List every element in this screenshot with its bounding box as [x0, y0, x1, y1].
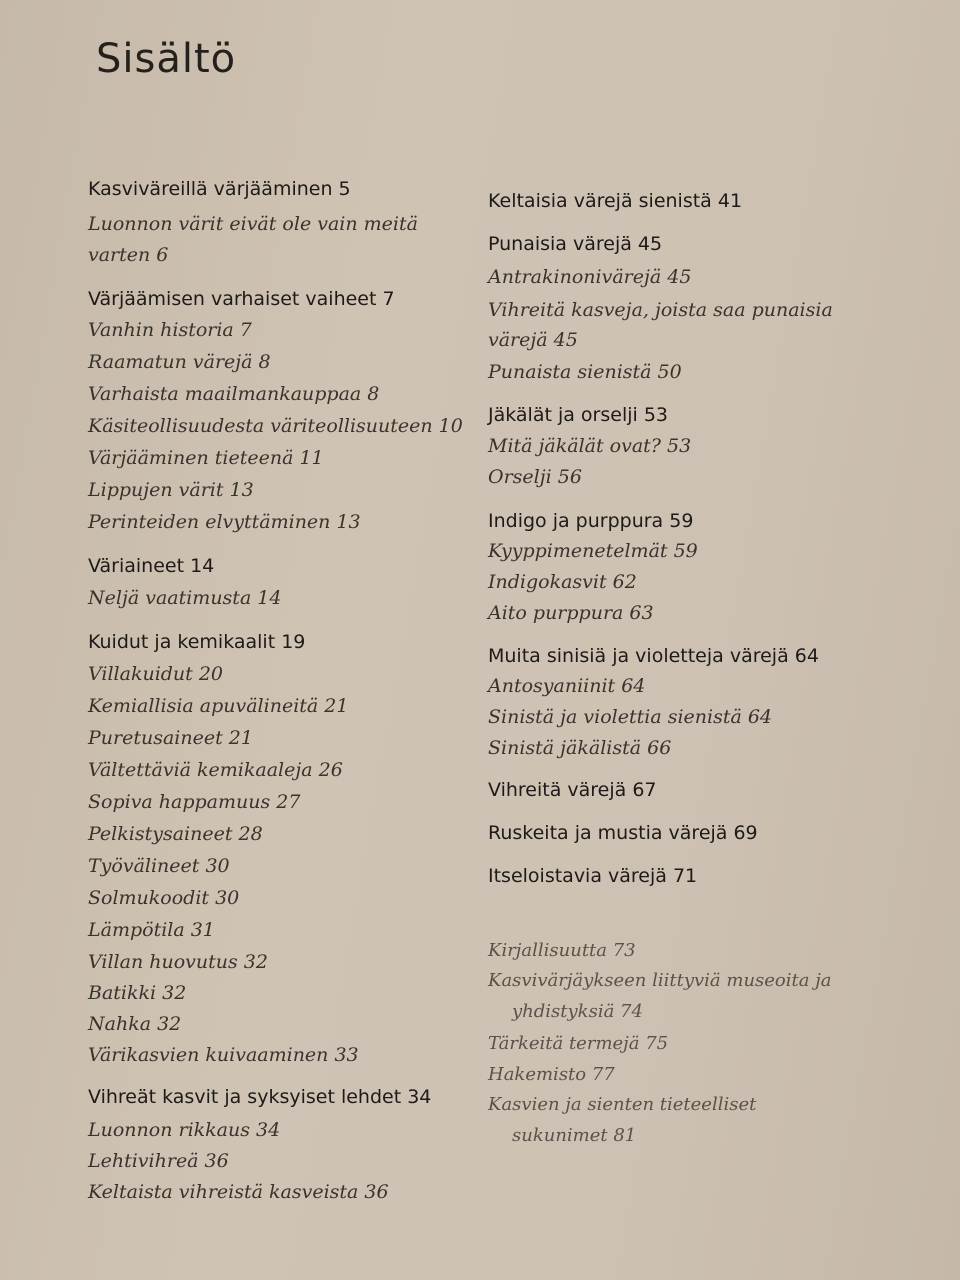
toc-section: Antrakinonivärejä 45 — [488, 266, 692, 288]
toc-section: Antosyaniinit 64 — [488, 675, 646, 697]
toc-section: Vanhin historia 7 — [88, 319, 252, 341]
toc-chapter: Värjäämisen varhaiset vaiheet 7 — [88, 288, 395, 310]
toc-section: Batikki 32 — [88, 982, 187, 1004]
toc-section: Vihreitä kasveja, joista saa punaisia — [488, 299, 833, 321]
toc-backmatter: Tärkeitä termejä 75 — [488, 1033, 669, 1054]
toc-section-continued: varten 6 — [88, 244, 169, 266]
toc-section: Mitä jäkälät ovat? 53 — [488, 435, 692, 457]
toc-chapter: Vihreät kasvit ja syksyiset lehdet 34 — [88, 1086, 432, 1108]
toc-section: Lämpötila 31 — [88, 919, 215, 941]
toc-section: Puretusaineet 21 — [88, 727, 253, 749]
toc-section: Vältettäviä kemikaaleja 26 — [88, 759, 343, 781]
toc-section: Villakuidut 20 — [88, 663, 224, 685]
toc-chapter: Ruskeita ja mustia värejä 69 — [488, 822, 758, 844]
toc-section: Pelkistysaineet 28 — [88, 823, 263, 845]
toc-section: Luonnon rikkaus 34 — [88, 1119, 281, 1141]
toc-section: Nahka 32 — [88, 1013, 182, 1035]
toc-backmatter-continued: sukunimet 81 — [512, 1125, 637, 1146]
toc-chapter: Keltaisia värejä sienistä 41 — [488, 190, 743, 212]
toc-chapter: Kuidut ja kemikaalit 19 — [88, 631, 306, 653]
toc-section: Sinistä ja violettia sienistä 64 — [488, 706, 773, 728]
toc-section: Raamatun värejä 8 — [88, 351, 271, 373]
toc-section: Työvälineet 30 — [88, 855, 230, 877]
toc-backmatter: Kirjallisuutta 73 — [488, 940, 636, 961]
toc-section: Varhaista maailmankauppaa 8 — [88, 383, 380, 405]
toc-section: Kemiallisia apuvälineitä 21 — [88, 695, 349, 717]
toc-section: Keltaista vihreistä kasveista 36 — [88, 1181, 389, 1203]
toc-section: Punaista sienistä 50 — [488, 361, 682, 383]
toc-backmatter-continued: yhdistyksiä 74 — [512, 1001, 643, 1022]
toc-chapter: Kasviväreillä värjääminen 5 — [88, 178, 351, 200]
toc-section: Villan huovutus 32 — [88, 951, 268, 973]
toc-section: Sopiva happamuus 27 — [88, 791, 301, 813]
toc-chapter: Punaisia värejä 45 — [488, 233, 663, 255]
toc-section: Perinteiden elvyttäminen 13 — [88, 511, 361, 533]
toc-chapter: Muita sinisiä ja violetteja värejä 64 — [488, 645, 819, 667]
toc-section: Värikasvien kuivaaminen 33 — [88, 1044, 359, 1066]
toc-chapter: Itseloistavia värejä 71 — [488, 865, 698, 887]
toc-section: Aito purppura 63 — [488, 602, 654, 624]
toc-section: Sinistä jäkälistä 66 — [488, 737, 672, 759]
toc-chapter: Indigo ja purppura 59 — [488, 510, 694, 532]
toc-section: Neljä vaatimusta 14 — [88, 587, 282, 609]
toc-section-continued: värejä 45 — [488, 329, 578, 351]
page-title: Sisältö — [96, 36, 237, 82]
toc-section: Luonnon värit eivät ole vain meitä — [88, 213, 418, 235]
toc-section: Käsiteollisuudesta väriteollisuuteen 10 — [88, 415, 463, 437]
toc-chapter: Jäkälät ja orselji 53 — [488, 404, 669, 426]
toc-section: Solmukoodit 30 — [88, 887, 240, 909]
toc-chapter: Väriaineet 14 — [88, 555, 215, 577]
toc-section: Lehtivihreä 36 — [88, 1150, 229, 1172]
toc-section: Indigokasvit 62 — [488, 571, 637, 593]
toc-section: Kyyppimenetelmät 59 — [488, 540, 698, 562]
toc-section: Lippujen värit 13 — [88, 479, 254, 501]
toc-section: Orselji 56 — [488, 466, 582, 488]
toc-section: Värjääminen tieteenä 11 — [88, 447, 324, 469]
toc-backmatter: Kasvien ja sienten tieteelliset — [488, 1094, 757, 1115]
toc-chapter: Vihreitä värejä 67 — [488, 779, 657, 801]
toc-backmatter: Hakemisto 77 — [488, 1064, 615, 1085]
toc-backmatter: Kasvivärjäykseen liittyviä museoita ja — [488, 970, 832, 991]
